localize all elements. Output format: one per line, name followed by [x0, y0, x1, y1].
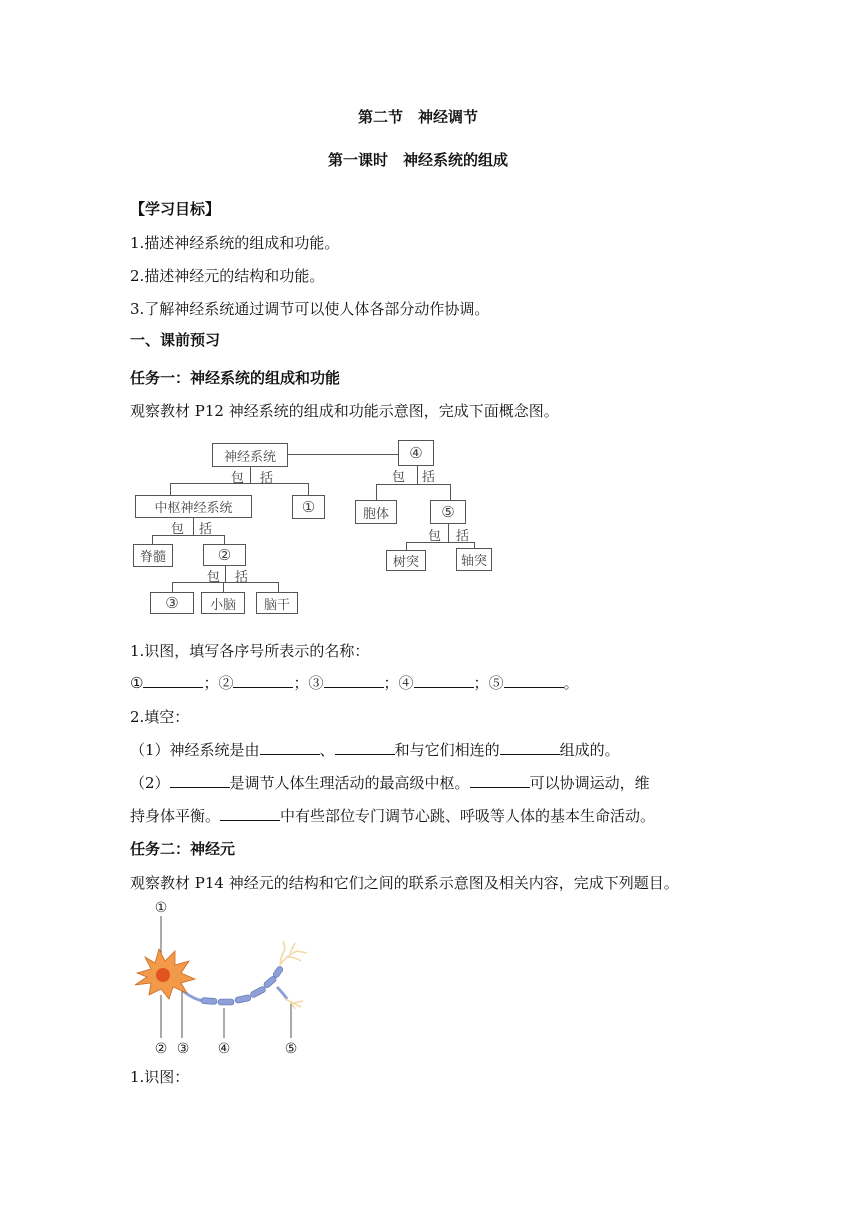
task1-q2-p2: [130, 772, 650, 793]
answer-blank[interactable]: [414, 673, 474, 688]
objective-item: 3.了解神经系统通过调节可以使人体各部分动作协调。: [130, 300, 490, 318]
answer-blank[interactable]: [143, 673, 203, 688]
answer-blank[interactable]: [500, 740, 560, 755]
node-blank-5: ⑤: [430, 500, 466, 524]
answer-blank[interactable]: [233, 673, 293, 688]
text-fragment: 、: [319, 741, 335, 759]
include-label: 包: [207, 570, 221, 585]
objective-item: 1.描述神经系统的组成和功能。: [130, 234, 340, 252]
node-cerebellum: 小脑: [201, 592, 245, 614]
task1-q1-label: 1.识图，填写各序号所表示的名称：: [130, 642, 370, 660]
node-cell-body: 胞体: [355, 500, 397, 524]
text-fragment: 组成的。: [559, 741, 620, 759]
neuron-label-4: ④: [217, 1041, 231, 1057]
text-fragment: 中有些部位专门调节心跳、呼吸等人体的基本生命活动。: [280, 807, 656, 825]
node-dendrite: 树突: [386, 550, 426, 571]
text-fragment: 是调节人体生理活动的最高级中枢。: [229, 774, 470, 792]
node-blank-2: ②: [203, 544, 246, 566]
separator: ；: [383, 674, 399, 692]
text-fragment: 和与它们相连的: [394, 741, 500, 759]
separator: ；: [203, 674, 219, 692]
neuron-label-3: ③: [176, 1041, 190, 1057]
mark-3: ③: [308, 674, 324, 692]
task1-q2-p1: [130, 739, 620, 760]
include-label: 括: [422, 470, 436, 485]
task1-q1-blanks: [130, 672, 579, 693]
task1-q2-label: 2.填空：: [130, 708, 190, 726]
answer-blank[interactable]: [504, 673, 564, 688]
separator: ；: [293, 674, 309, 692]
mark-5: ⑤: [488, 674, 504, 692]
nucleus: [156, 968, 170, 982]
answer-blank[interactable]: [335, 740, 395, 755]
task1-heading: 任务一：神经系统的组成和功能: [130, 369, 341, 387]
include-label: 包: [171, 522, 185, 537]
text-fragment: 持身体平衡。: [130, 807, 221, 825]
task2-instruction: 观察教材 P14 神经元的结构和它们之间的联系示意图及相关内容，完成下列题目。: [130, 874, 679, 892]
neuron-label-2: ②: [154, 1041, 168, 1057]
answer-blank[interactable]: [170, 773, 230, 788]
include-label: 括: [456, 529, 470, 544]
include-label: 括: [199, 522, 213, 537]
node-nervous-system: 神经系统: [212, 443, 288, 467]
answer-blank[interactable]: [220, 806, 280, 821]
neuron-label-1: ①: [154, 900, 168, 916]
objective-item: 2.描述神经元的结构和功能。: [130, 267, 325, 285]
mark-2: ②: [218, 674, 234, 692]
period: 。: [563, 674, 579, 692]
node-blank-3: ③: [150, 592, 194, 614]
task2-q1-label: 1.识图：: [130, 1068, 190, 1086]
task2-heading: 任务二：神经元: [130, 840, 236, 858]
node-blank-1: ①: [292, 495, 325, 519]
node-spinal-cord: 脊髓: [133, 544, 173, 567]
include-label: 包: [428, 529, 442, 544]
text-fragment: （2）: [130, 774, 170, 792]
node-axon: 轴突: [456, 548, 492, 571]
section-title: 第二节 神经调节: [358, 108, 479, 126]
objectives-heading: 【学习目标】: [130, 200, 221, 218]
task1-instruction: 观察教材 P12 神经系统的组成和功能示意图，完成下面概念图。: [130, 402, 559, 420]
include-label: 包: [231, 471, 245, 486]
node-brainstem: 脑干: [256, 592, 298, 614]
axon: [183, 965, 287, 1005]
text-fragment: 可以协调运动，维: [529, 774, 650, 792]
mark-1: ①: [130, 674, 144, 692]
preview-heading: 一、课前预习: [130, 331, 221, 349]
lesson-title: 第一课时 神经系统的组成: [328, 151, 509, 169]
separator: ；: [473, 674, 489, 692]
neuron-diagram: [125, 895, 315, 1060]
mark-4: ④: [398, 674, 414, 692]
node-central-nervous-system: 中枢神经系统: [135, 495, 252, 518]
answer-blank[interactable]: [470, 773, 530, 788]
include-label: 括: [260, 471, 274, 486]
task1-q2-p2-cont: [130, 805, 655, 826]
include-label: 括: [235, 570, 249, 585]
text-fragment: （1）神经系统是由: [130, 741, 260, 759]
answer-blank[interactable]: [324, 673, 384, 688]
node-blank-4: ④: [398, 440, 434, 466]
axon-terminals: [280, 941, 307, 1009]
answer-blank[interactable]: [260, 740, 320, 755]
neuron-label-5: ⑤: [284, 1041, 298, 1057]
include-label: 包: [392, 470, 406, 485]
